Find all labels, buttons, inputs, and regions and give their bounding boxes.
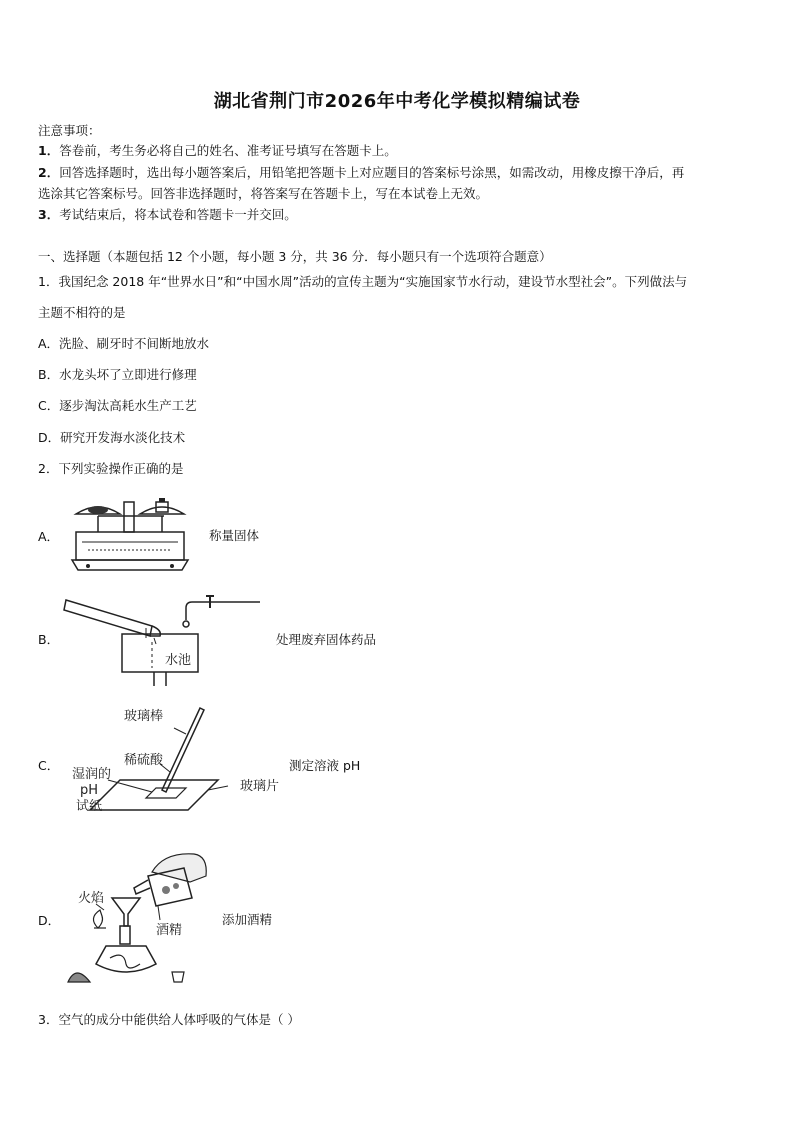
- question-2-option-a-caption: 称量固体: [209, 528, 260, 543]
- question-2-stem: 2．下列实验操作正确的是: [38, 461, 184, 476]
- question-2-option-c-caption: 测定溶液 pH: [289, 758, 361, 773]
- question-1-line-2: 主题不相符的是: [38, 305, 126, 320]
- figure-label-flame: 火焰: [78, 891, 105, 906]
- notice-item-text: 考试结束后，将本试卷和答题卡一并交回。: [59, 207, 297, 222]
- figure-label-glass-rod: 玻璃棒: [124, 709, 164, 724]
- question-2-option-d-letter: D．: [38, 913, 61, 928]
- question-1-option-b: B．水龙头坏了立即进行修理: [38, 367, 197, 382]
- figure-label-alcohol: 酒精: [156, 923, 183, 938]
- waste-disposal-figure: [62, 590, 264, 690]
- question-1-line-1: 1．我国纪念 2018 年“世界水日”和“中国水周”活动的宣传主题为“实施国家节水行动，建设节水型社会”。下列做法与: [38, 274, 688, 289]
- balance-figure: [68, 494, 192, 574]
- question-2-option-b-caption: 处理废弃固体药品: [276, 632, 377, 647]
- question-1-option-d: D．研究开发海水淡化技术: [38, 430, 186, 445]
- question-2-option-d-caption: 添加酒精: [222, 912, 273, 927]
- figure-label-glass-plate: 玻璃片: [240, 779, 280, 794]
- page-title: 湖北省荆门市2026年中考化学模拟精编试卷: [213, 91, 581, 112]
- notice-item-number: 1．: [38, 143, 60, 158]
- notice-item-text: 答卷前，考生务必将自己的姓名、准考证号填写在答题卡上。: [59, 143, 397, 158]
- notice-item-3: [38, 205, 297, 223]
- section-heading: 一、选择题（本题包括 12 个小题，每小题 3 分，共 36 分．每小题只有一个选项符合题意）: [38, 249, 552, 264]
- notice-item-text: 选涂其它答案标号。回答非选择题时，将答案写在答题卡上，写在本试卷上无效。: [38, 186, 489, 201]
- notice-item-text: 回答选择题时，选出每小题答案后，用铅笔把答题卡上对应题目的答案标号涂黑，如需改动，用橡皮擦干净后，再: [59, 165, 685, 180]
- notice-item-2: [38, 163, 684, 181]
- question-2-option-b-letter: B．: [38, 632, 60, 647]
- notice-item-2-cont: [38, 184, 488, 202]
- figure-label-sink: 水池: [165, 653, 192, 668]
- alcohol-lamp-figure: [64, 846, 214, 986]
- figure-label-ph: pH: [80, 783, 99, 798]
- question-3-stem: 3．空气的成分中能供给人体呼吸的气体是（ ）: [38, 1012, 300, 1027]
- question-1-option-a: A．洗脸、刷牙时不间断地放水: [38, 336, 210, 351]
- question-1-option-c: C．逐步淘汰高耗水生产工艺: [38, 398, 197, 413]
- question-2-option-c-letter: C．: [38, 758, 60, 773]
- notice-item-1: [38, 141, 397, 159]
- notice-item-number: 3．: [38, 207, 60, 222]
- notice-heading: 注意事项：: [38, 123, 101, 138]
- notice-item-number: 2．: [38, 165, 60, 180]
- question-2-option-a-letter: A．: [38, 529, 60, 544]
- figure-label-wet: 湿润的: [72, 767, 112, 782]
- figure-label-dilute-acid: 稀硫酸: [124, 753, 164, 768]
- figure-label-test-paper: 试纸: [76, 799, 103, 814]
- ph-test-figure: [68, 700, 294, 818]
